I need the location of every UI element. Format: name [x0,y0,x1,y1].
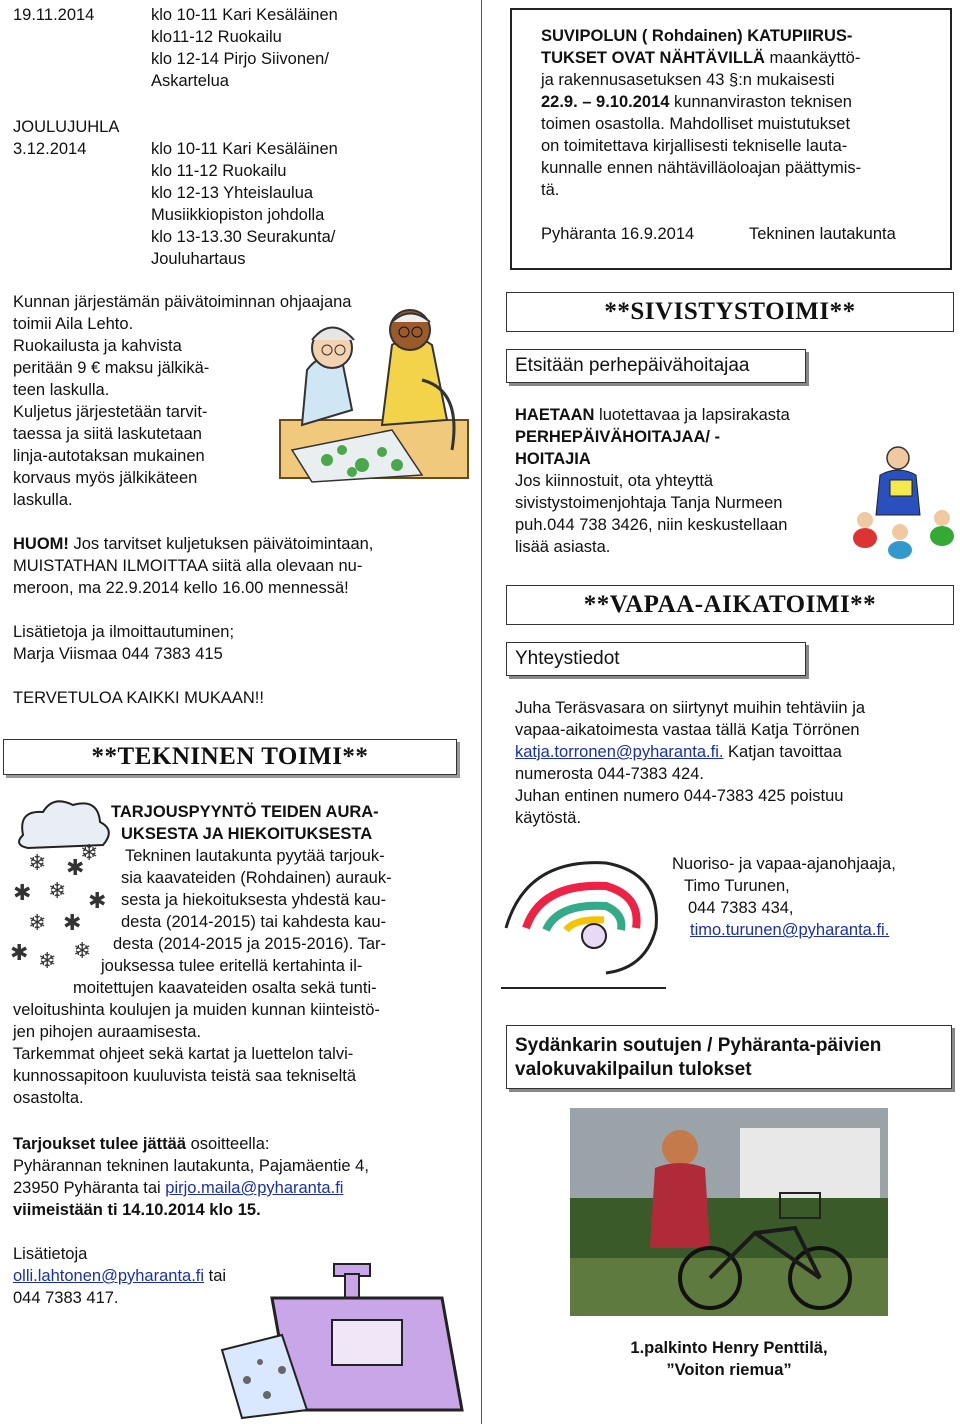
tractor-illustration [212,1250,472,1420]
notice-line: ja rakennusasetuksen 43 §:n mukaisesti [541,71,835,89]
email-link-pirjo[interactable]: pirjo.maila@pyharanta.fi [165,1179,344,1197]
notice-line: kunnanviraston teknisen [669,93,852,111]
vapaa-line: Katjan tavoittaa [723,743,842,761]
caption-line: 1.palkinto Henry Penttilä, [630,1339,828,1357]
huom-line: MUISTATHAN ILMOITTAA siitä alla olevaan nu- [13,557,363,575]
sivistys-header: **SIVISTYSTOIMI** [506,292,954,332]
body-line: moitettujen kaavateiden osalta sekä tunti- [73,979,377,997]
youth-line: Timo Turunen, [684,877,790,895]
svg-text:✱: ✱ [66,856,85,881]
activity-line: korvaus myös jälkikäteen [13,469,198,487]
contact-line: puh.044 738 3426, niin keskustellaan [515,516,788,534]
tekninen-header: **TEKNINEN TOIMI** [3,739,457,775]
schedule-line: klo 12-14 Pirjo Siivonen/ [151,50,329,68]
notice-line: maankäyttö- [764,49,861,67]
vapaa-text [515,697,945,829]
vapaa-header: **VAPAA-AIKATOIMI** [506,585,954,625]
body-line: jen pihojen auraamisesta. [13,1023,202,1041]
notice-sign-org: Tekninen lautakunta [749,225,896,243]
yhteystiedot-box [506,642,806,676]
notice-line: kunnalle ennen nähtävilläoloajan päättymis- [541,159,862,177]
elderly-couple-illustration [272,300,472,490]
skateboard-ramp-illustration [496,848,671,998]
body-line: kunnossapitoon kuuluvista teistä saa tekniseltä [13,1067,357,1085]
notice-line: TUKSET OVAT NÄHTÄVILLÄ [541,49,765,67]
column-divider [481,0,482,1424]
activity-line: Kunnan järjestämän päivätoiminnan ohjaajana [13,293,352,311]
notice-line: tä. [541,181,560,199]
schedule-line: klo 10-11 Kari Kesäläinen [151,140,338,158]
body-line: desta (2014-2015 ja 2015-2016). Tar- [113,935,387,953]
body-line: osastolta. [13,1089,84,1107]
more-email-suffix: tai [204,1267,227,1285]
photo-box-line: valokuvakilpailun tulokset [515,1059,752,1080]
caption-line: ”Voiton riemua” [666,1361,792,1379]
schedule-date-1: 19.11.2014 [13,6,95,24]
youth-line: Nuoriso- ja vapaa-ajanohjaaja, [672,855,896,873]
svg-text:✱: ✱ [10,941,29,966]
activity-line: toimii Aila Lehto. [13,315,134,333]
info-line: Marja Viismaa 044 7383 415 [13,645,223,663]
bicycle-winner-photo [570,1108,888,1316]
photo-caption [506,1337,952,1381]
activity-line: Kuljetus järjestetään tarvit- [13,403,208,421]
notice-sign-place: Pyhäranta 16.9.2014 [541,225,695,243]
notice-line: toimen osastolla. Mahdolliset muistutukset [541,115,851,133]
vapaa-line: käytöstä. [515,809,582,827]
schedule [13,4,473,270]
vapaa-line: numerosta 044-7383 424. [515,765,704,783]
address-line-2: 23950 Pyhäranta tai [13,1179,166,1197]
body-line: desta (2014-2015) tai kahdesta kau- [121,913,387,931]
huom-line: meroon, ma 22.9.2014 kello 16.00 mennessä! [13,579,349,597]
svg-text:✱: ✱ [63,911,82,936]
activity-line: taessa ja siitä laskutetaan [13,425,202,443]
title-line: UKSESTA JA HIEKOITUKSESTA [121,825,373,843]
svg-text:❄: ❄ [28,851,47,876]
svg-text:❄: ❄ [73,939,92,964]
haetaan-label: HAETAAN [515,406,595,424]
activity-line: linja-autotaksan mukainen [13,447,205,465]
activity-line: laskulla. [13,491,73,509]
body-line: Tekninen lautakunta pyytää tarjouk- [125,847,385,865]
offers-label: Tarjoukset tulee jättää [13,1135,187,1153]
sivistys-line: PERHEPÄIVÄHOITAJAA/ - [515,428,721,446]
youth-line: 044 7383 434, [688,899,794,917]
schedule-date-2: 3.12.2014 [13,140,87,158]
schedule-line: Askartelua [151,72,229,90]
notice-dates: 22.9. – 9.10.2014 [541,93,670,111]
photo-box-line: Sydänkarin soutujen / Pyhäranta-päivien [515,1035,882,1056]
body-line: veloitushinta koulujen ja muiden kunnan kiinteistö- [13,1001,380,1019]
perhepaivahoitaja-label: Etsitään perhepäivähoitajaa [515,355,750,376]
youth-contact [672,853,952,941]
activity-line: Ruokailusta ja kahvista [13,337,182,355]
vapaa-line: vapaa-aikatoimesta vastaa tällä Katja Törrönen [515,721,860,739]
haetaan-text: luotettavaa ja lapsirakasta [594,406,790,424]
perhepaivahoitaja-box [506,349,806,383]
huom-line [13,533,473,555]
sivistys-text [515,404,885,558]
schedule-line: Jouluhartaus [151,250,246,268]
story-time-illustration [850,440,960,560]
more-info-label: Lisätietoja [13,1245,88,1263]
schedule-line: klo 10-11 Kari Kesäläinen [151,6,338,24]
email-link-timo[interactable]: timo.turunen@pyharanta.fi. [690,921,890,939]
offers-text: osoitteella: [186,1135,270,1153]
contact-line: sivistystoimenjohtaja Tanja Nurmeen [515,494,783,512]
tarjouspyynto-title [111,801,471,845]
activity-line: teen laskulla. [13,381,110,399]
schedule-line: klo 12-13 Yhteislaulua [151,184,314,202]
notice-line: on toimitettava kirjallisesti tekniselle lauta- [541,137,848,155]
more-phone: 044 7383 417. [13,1289,119,1307]
schedule-line: klo 11-12 Ruokailu [151,162,287,180]
body-line: sia kaavateiden (Rohdainen) aurauk- [121,869,392,887]
schedule-line: klo 13-13.30 Seurakunta/ [151,228,336,246]
vapaa-line: Juhan entinen numero 044-7383 425 poistuu [515,787,844,805]
svg-text:❄: ❄ [80,841,99,866]
suvipolku-notice [541,25,941,245]
contact-line: Jos kiinnostuit, ota yhteyttä [515,472,714,490]
sivistys-line: HOITAJIA [515,450,591,468]
info-line: Lisätietoja ja ilmoittautuminen; [13,623,235,641]
notice-line: SUVIPOLUN ( Rohdainen) KATUPIIRUS- [541,27,853,45]
huom-text: Jos tarvitset kuljetuksen päivätoimintaan, [68,535,374,553]
photo-competition-box [506,1025,952,1089]
huom-label: HUOM! [13,535,69,553]
deadline-text: viimeistään ti 14.10.2014 klo 15. [13,1201,261,1219]
svg-text:✱: ✱ [13,881,32,906]
body-line: jouksessa tulee eritellä kertahinta il- [101,957,363,975]
vapaa-line: Juha Teräsvasara on siirtynyt muihin tehtäviin ja [515,699,866,717]
svg-text:❄: ❄ [48,879,67,904]
joulujuhla-heading: JOULUJUHLA [13,118,120,136]
svg-text:❄: ❄ [28,911,47,936]
body-line: sesta ja hiekoituksesta yhdestä kau- [121,891,387,909]
address-line: Pyhärannan tekninen lautakunta, Pajamäentie 4, [13,1157,369,1175]
welcome-text: TERVETULOA KAIKKI MUKAAN!! [13,689,264,707]
activity-line: peritään 9 € maksu jälkikä- [13,359,210,377]
schedule-line: Musiikkiopiston johdolla [151,206,325,224]
yhteystiedot-label: Yhteystiedot [515,648,620,669]
tarjouspyynto-body [13,845,453,1109]
title-line: TARJOUSPYYNTÖ TEIDEN AURA- [111,803,379,821]
svg-text:✱: ✱ [88,889,107,914]
email-link-olli[interactable]: olli.lahtonen@pyharanta.fi [13,1267,205,1285]
svg-text:❄: ❄ [38,949,57,974]
email-link-katja[interactable]: katja.torronen@pyharanta.fi. [515,743,724,761]
schedule-line: klo11-12 Ruokailu [151,28,282,46]
body-line: Tarkemmat ohjeet sekä kartat ja luettelon talvi- [13,1045,354,1063]
contact-line: lisää asiasta. [515,538,611,556]
